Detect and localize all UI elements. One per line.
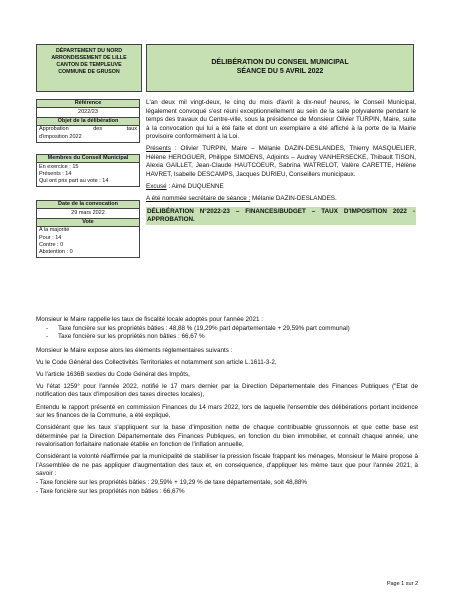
members-values (37, 163, 139, 186)
members-label: Membres du Conseil Municipal (37, 155, 139, 163)
members-box (36, 154, 140, 187)
objet-value (37, 126, 139, 142)
body-p1-bullet-1: - Taxe foncière sur les propriétés bâties : 48,88 % (19,29% part départementale + 29,59% part communal) (36, 325, 418, 334)
header-department: DÉPARTEMENT DU NORD (55, 48, 123, 54)
deliberation-title: DÉLIBÉRATION N°2022-23 – FINANCES/BUDGET – TAUX D'IMPOSITION 2022 - APPROBATION. (146, 207, 416, 225)
body-p8-line-2: - Taxe foncière sur les propriétés non bâties : 66,67% (36, 487, 185, 495)
header-canton: CANTON DE TEMPLEUVE (56, 61, 122, 68)
vote-contre: Contre : 0 (39, 242, 64, 249)
deliberation-body (36, 316, 418, 496)
session-date: SÉANCE DU 5 AVRIL 2022 (236, 68, 324, 76)
vote-majorite: A la majorité (39, 227, 70, 234)
presents-list: : Olivier TURPIN, Maire – Mélanie DAZIN-DESLANDES, Thierry MASQUELIER, Hélène HEROGUER, Philippe SIMOENS, Adjoints – Audrey VANHERSECKE, Thibault TISON, Alexia GAILLET, Jean-Claude HAUTCOEUR, Sabrina WATRELOT, Valère CARETTE, Hélène HAVRET, Isabelle DESCAMPS, Jacques DURIEU, Conseillers municipaux. (146, 145, 416, 178)
administrative-header (36, 44, 142, 92)
document-title-box (146, 44, 414, 92)
secretaire-name: Mélanie DAZIN-DESLANDES. (250, 195, 337, 203)
members-votants: Qui ont pris part au vote : 14 (39, 178, 109, 185)
intro-paragraph: L'an deux mil vingt-deux, le cinq du mois d'avril à dix-neuf heures, le Conseil Municipal, légalement convoqué s'est réuni exceptionnellement au sein de la salle polyvalente pendant le temps des travaux du Centre-ville, sous la présidence de Monsieur Olivier TURPIN, Maire, suite à la convocation qui lui a été faite et dont un exemplaire a été affiché à la porte de la Mairie provisoire conformément à la Loi. (146, 99, 416, 141)
presents-paragraph (146, 145, 416, 179)
body-p5: Vu l'état 1259° pour l'année 2022, notifié le 17 mars dernier par la Direction Départementale des Finances Publiques ("Etat de notification des taux d'imposition des taxes directes locales), (36, 382, 418, 399)
session-intro (146, 99, 416, 229)
objet-value-line2: d'imposition 2022 (39, 133, 82, 140)
excuse-label: Excusé (146, 183, 167, 191)
excuse-paragraph (146, 183, 416, 192)
objet-value-line1: Approbation des taux (39, 126, 137, 133)
members-presents: Présents : 14 (39, 171, 72, 178)
body-p1-bullet-2: - Taxe foncière sur les propriétés non bâties : 66,67 % (36, 333, 418, 342)
vote-pour: Pour : 14 (39, 234, 62, 241)
vote-values (37, 227, 139, 258)
header-arrondissement: ARRONDISSEMENT DE LILLE (51, 54, 127, 61)
vote-abstention: Abstention : 0 (39, 249, 73, 256)
document-title: DÉLIBÉRATION DU CONSEIL MUNICIPAL (211, 59, 349, 66)
header-commune: COMMUNE DE GRUSON (58, 68, 120, 75)
excuse-name: : Aimé DUQUENNE (166, 183, 224, 191)
convocation-label: Date de la convocation (37, 201, 139, 209)
presents-label: Présents (146, 145, 171, 153)
reference-label: Référence (37, 100, 139, 108)
reference-box (36, 99, 140, 143)
vote-label: Vote (37, 219, 139, 227)
body-p1: Monsieur le Maire rappelle les taux de fiscalité locale adoptés pour l'année 2021 : (36, 316, 263, 323)
body-p8-line-1: - Taxe foncière sur les propriétés bâties : 29,59% + 19,29 % de taxe départementale, soit 48,88% (36, 479, 307, 486)
convocation-box (36, 200, 140, 258)
secretaire-paragraph (146, 195, 416, 204)
secretaire-label: A été nommée secrétaire de séance : (146, 195, 251, 203)
body-p4: Vu l'article 1636B sexties du Code Général des Impôts, (36, 370, 190, 378)
reference-value: 2022/23 (37, 108, 139, 117)
body-p3: Vu le Code Général des Collectivités Territoriales et notamment son article L.1611-3-2, (36, 358, 277, 366)
page-number: Page 1 sur 2 (386, 581, 418, 587)
body-p7: Considérant que les taux s'appliquent sur la base d'imposition nette de chaque contribuable grussonnois et que cette base est déterminée par la Direction Départementale des Finances Publiques, en fonction du bien immobilier, et connaît chaque année, une revalorisation forfaitaire nationale établie en fonction de l'inflation annuelle, (36, 424, 418, 449)
convocation-value: 29 mars 2022 (37, 209, 139, 218)
body-p6: Entendu le rapport présenté en commission Finances du 14 mars 2022, lors de laquelle l'ensemble des délibérations portant incidence sur les finances de la Commune, a été expliqué, (36, 403, 418, 420)
body-p2: Monsieur le Maire expose alors les éléments réglementaires suivants : (36, 346, 233, 354)
members-en-exercice: En exercice : 15 (39, 163, 79, 170)
body-p8: Considérant la volonté réaffirmée par la municipalité de stabiliser la pression fiscale frappant les ménages, Monsieur le Maire propose à l'Assemblée de ne pas appliquer d'augmentation des taux et, en conséquence, d'appliquer les même taux que pour l'année 2021, à savoir : (36, 453, 418, 478)
objet-label: Objet de la délibération (37, 118, 139, 126)
